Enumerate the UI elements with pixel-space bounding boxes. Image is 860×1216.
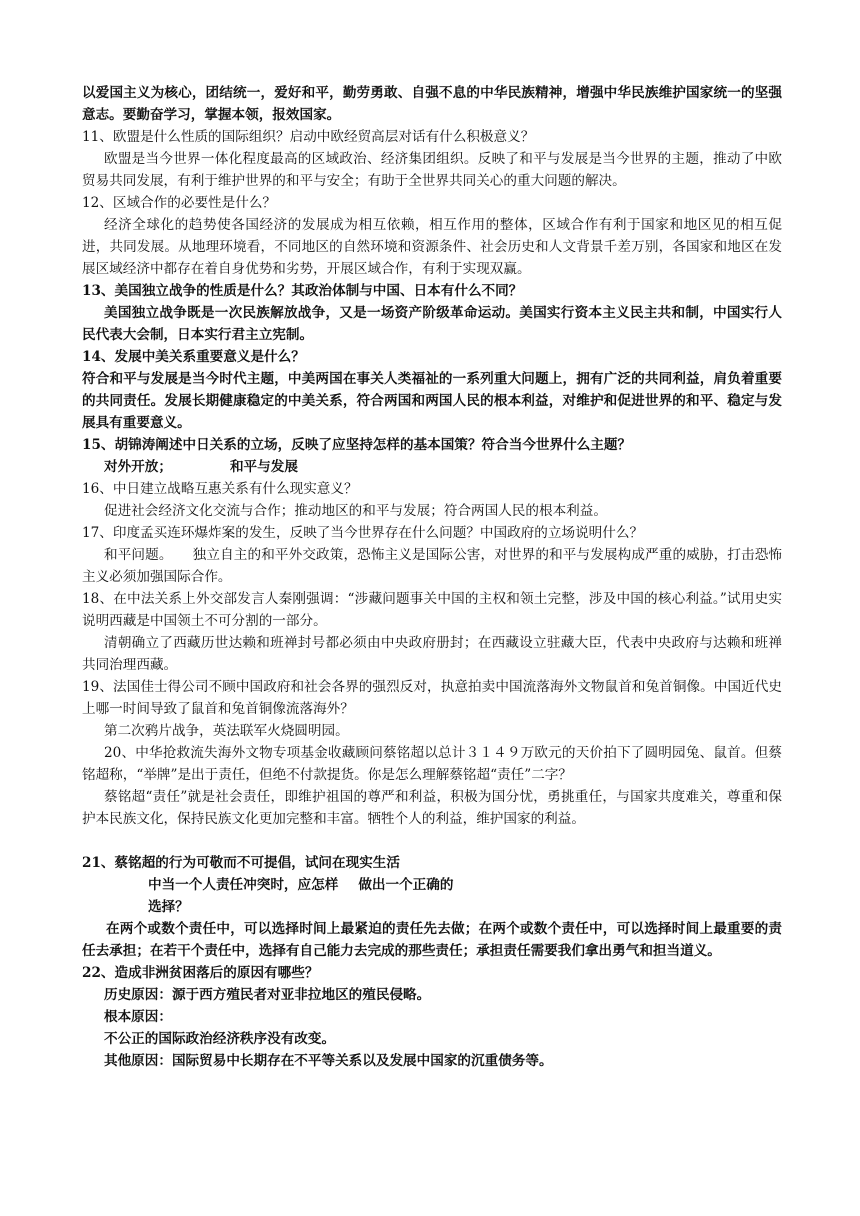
answer-17-part-a: 和平问题。 <box>104 547 173 563</box>
question-14: 14、发展中美关系重要意义是什么？ <box>82 349 305 365</box>
question-17: 17、印度孟买连环爆炸案的发生，反映了当今世界存在什么问题？中国政府的立场说明什么？ <box>82 525 644 541</box>
question-12: 12、区域合作的必要性是什么？ <box>82 195 277 211</box>
blank-line <box>82 830 782 852</box>
question-18: 18、在中法关系上外交部发言人秦刚强调：“涉藏问题事关中国的主权和领土完整，涉及中国的核心利益。”试用史实说明西藏是中国领土不可分割的一部分。 <box>82 591 782 629</box>
question-22: 22、造成非洲贫困落后的原因有哪些？ <box>82 965 319 981</box>
answer-22-root: 不公正的国际政治经济秩序没有改变。 <box>104 1031 336 1047</box>
answer-14: 符合和平与发展是当今时代主题，中美两国在事关人类福祉的一系列重大问题上，拥有广泛的共同利益，肩负着重要的共同责任。发展长期健康稳定的中美关系，符合两国和两国人民的根本利益，对维护和促进世界的和平、稳定与发展具有重要意义。 <box>82 371 782 431</box>
answer-21: 在两个或数个责任中，可以选择时间上最紧迫的责任先去做；在两个或数个责任中，可以选择时间上最重要的责任去承担；在若干个责任中，选择有自己能力去完成的那些责任；承担责任需要我们拿出勇气和担当道义。 <box>82 921 782 959</box>
answer-15-part-b: 和平与发展 <box>229 459 298 475</box>
question-13: 13、美国独立战争的性质是什么？其政治体制与中国、日本有什么不同？ <box>82 283 523 299</box>
answer-13: 美国独立战争既是一次民族解放战争，又是一场资产阶级革命运动。美国实行资本主义民主共和制，中国实行人民代表大会制，日本实行君主立宪制。 <box>82 305 782 343</box>
question-19: 19、法国佳士得公司不顾中国政府和社会各界的强烈反对，执意拍卖中国流落海外文物鼠首和兔首铜像。中国近代史上哪一时间导致了鼠首和兔首铜像流落海外？ <box>82 679 782 717</box>
answer-17-part-b: 独立自主的和平外交政策，恐怖主义是国际公害，对世界的和平与发展构成严重的威胁，打击恐怖主义必须加强国际合作。 <box>82 547 783 585</box>
answer-15 <box>82 456 782 478</box>
answer-paragraph-10-conclusion: 以爱国主义为核心，团结统一，爱好和平，勤劳勇敢、自强不息的中华民族精神，增强中华民族维护国家统一的坚强意志。要勤奋学习，掌握本领，报效国家。 <box>82 85 782 123</box>
answer-22-root-label: 根本原因： <box>104 1009 172 1025</box>
answer-12: 经济全球化的趋势使各国经济的发展成为相互依赖，相互作用的整体，区域合作有利于国家和地区见的相互促进，共同发展。从地理环境看，不同地区的自然环境和资源条件、社会历史和人文背景千差万别，各国家和地区在发展区域经济中都存在着自身优势和劣势，开展区域合作，有利于实现双赢。 <box>82 217 782 277</box>
question-11: 11、欧盟是什么性质的国际组织？启动中欧经贸高层对话有什么积极意义？ <box>82 129 535 145</box>
answer-19: 第二次鸦片战争，英法联军火烧圆明园。 <box>104 723 349 739</box>
answer-20: 蔡铭超“责任”就是社会责任，即维护祖国的尊严和利益，积极为国分忧，勇挑重任，与国家共度难关，尊重和保护本民族文化，保持民族文化更加完整和丰富。牺牲个人的利益，维护国家的利益。 <box>82 789 782 827</box>
document-page <box>82 82 782 1072</box>
question-16: 16、中日建立战略互惠关系有什么现实意义？ <box>82 481 358 497</box>
answer-11: 欧盟是当今世界一体化程度最高的区域政治、经济集团组织。反映了和平与发展是当今世界的主题，推动了中欧贸易共同发展，有利于维护世界的和平与安全；有助于全世界共同关心的重大问题的解决。 <box>82 151 782 189</box>
answer-18: 清朝确立了西藏历世达赖和班禅封号都必须由中央政府册封；在西藏设立驻藏大臣，代表中央政府与达赖和班禅共同治理西藏。 <box>82 635 782 673</box>
answer-17 <box>82 544 782 588</box>
question-15: 15、胡锦涛阐述中日关系的立场，反映了应坚持怎样的基本国策？符合当今世界什么主题？ <box>82 437 632 453</box>
question-21-part-a: 中当一个人责任冲突时，应怎样 <box>148 877 339 893</box>
answer-16: 促进社会经济文化交流与合作；推动地区的和平与发展；符合两国人民的根本利益。 <box>104 503 607 519</box>
question-21-line-2 <box>82 874 782 896</box>
answer-22-other: 其他原因：国际贸易中长期存在不平等关系以及发展中国家的沉重债务等。 <box>104 1053 553 1069</box>
question-20: 20、中华抢救流失海外文物专项基金收藏顾问蔡铭超以总计３１４９万欧元的天价拍下了圆明园兔、鼠首。但蔡铭超称，“举牌”是出于责任，但绝不付款提货。你是怎么理解蔡铭超“责任”二字？ <box>82 745 782 783</box>
question-21-line-3: 选择？ <box>148 899 189 915</box>
answer-22-historical: 历史原因：源于西方殖民者对亚非拉地区的殖民侵略。 <box>104 987 431 1003</box>
question-21: 21、蔡铭超的行为可敬而不可提倡，试问在现实生活 <box>82 855 400 871</box>
answer-15-part-a: 对外开放； <box>104 459 172 475</box>
question-21-part-b: 做出一个正确的 <box>358 877 454 893</box>
